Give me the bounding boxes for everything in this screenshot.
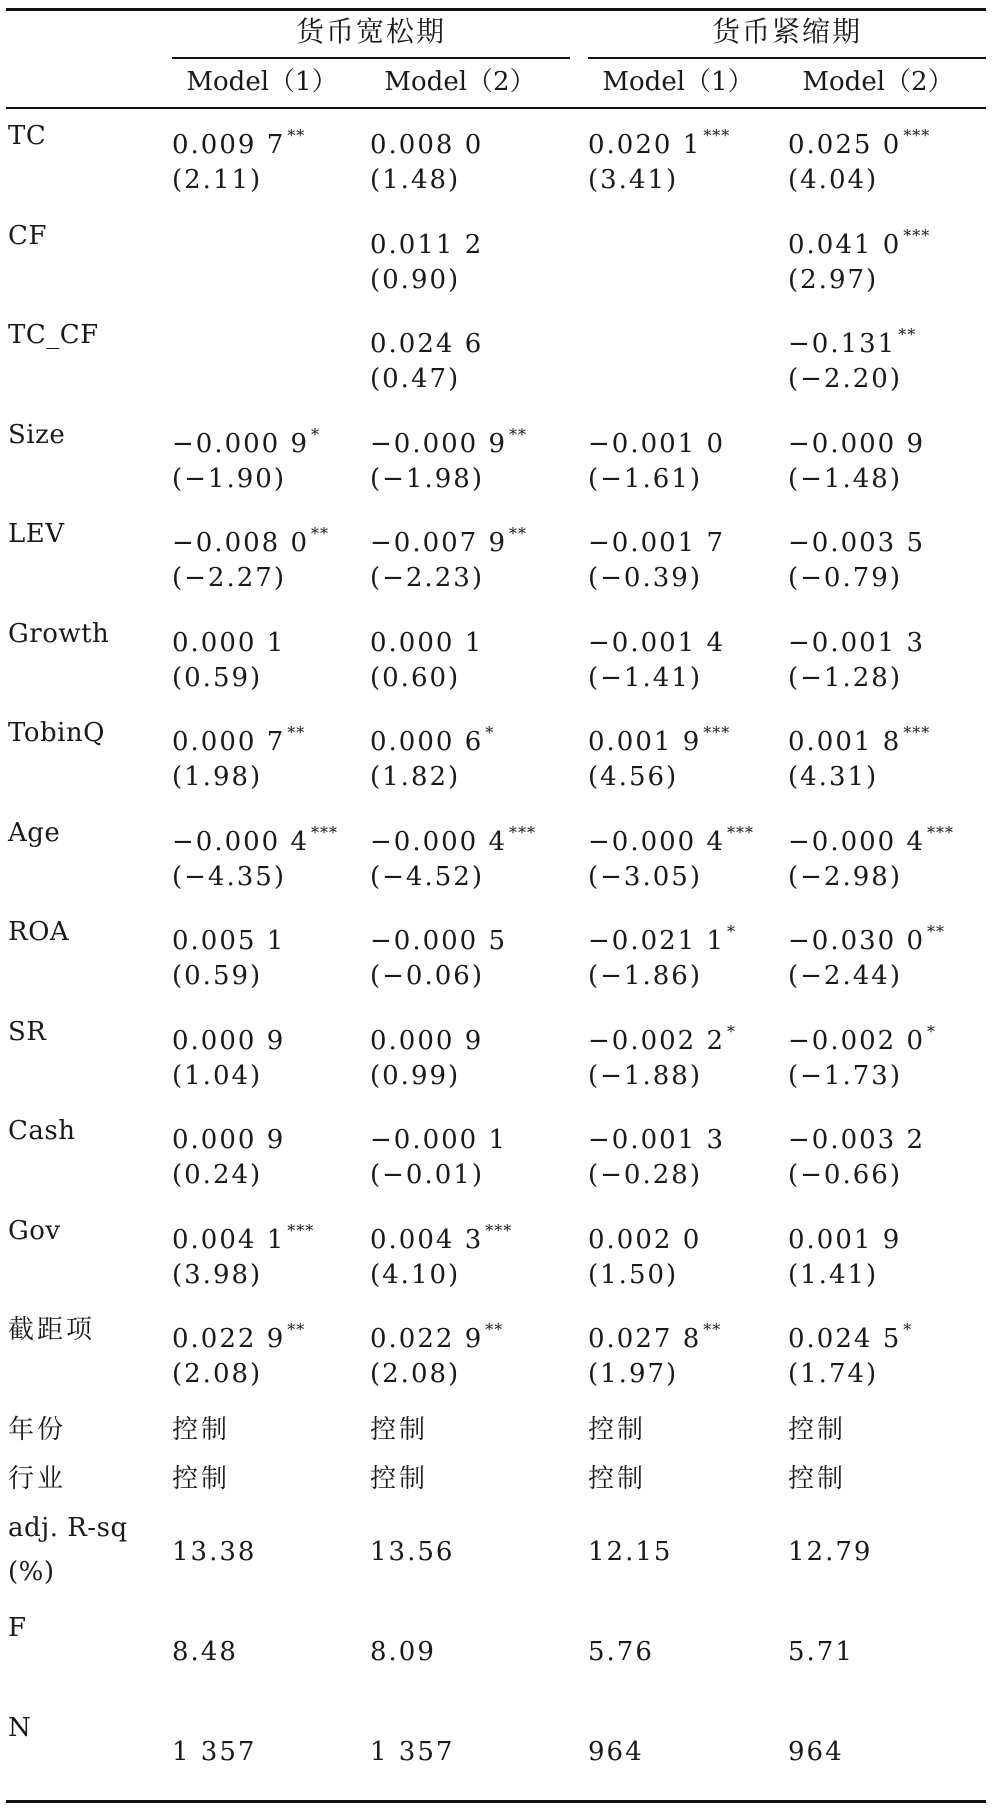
t-stat-cell: (−0.66) bbox=[788, 1160, 902, 1190]
table-row bbox=[0, 210, 992, 310]
coef-cell bbox=[370, 1012, 485, 1056]
coef-value: −0.000 1 bbox=[370, 1125, 508, 1155]
coef-value: −0.002 2 bbox=[588, 1025, 726, 1056]
coef-cell bbox=[788, 813, 955, 857]
stat-cell: 5.76 bbox=[588, 1636, 654, 1667]
coef-cell bbox=[788, 216, 931, 260]
coef-value: 0.000 1 bbox=[172, 627, 286, 658]
coef-value: 0.005 1 bbox=[172, 926, 286, 956]
coef-cell bbox=[172, 216, 174, 256]
stat-cell: 5.71 bbox=[788, 1636, 854, 1667]
significance-stars: * bbox=[727, 922, 737, 941]
coef-cell bbox=[788, 1111, 927, 1155]
t-stat-cell: (−0.06) bbox=[370, 961, 484, 991]
significance-stars: *** bbox=[903, 225, 931, 245]
coef-cell bbox=[588, 415, 727, 459]
t-stat-cell: (−1.90) bbox=[172, 463, 286, 494]
top-rule bbox=[6, 8, 986, 11]
coef-value: −0.001 4 bbox=[588, 627, 726, 658]
table-row bbox=[0, 1205, 992, 1305]
coef-value: −0.000 9 bbox=[370, 428, 508, 459]
t-stat-cell: (−2.98) bbox=[788, 861, 902, 892]
row-label: 年份 bbox=[8, 1414, 67, 1445]
row-label: ROA bbox=[8, 917, 70, 947]
coef-value: 0.022 9 bbox=[370, 1324, 484, 1354]
coef-cell bbox=[588, 1012, 737, 1056]
significance-stars: * bbox=[927, 1021, 937, 1041]
coef-cell bbox=[788, 1310, 913, 1354]
group-underline-tight bbox=[588, 57, 986, 59]
header-rule bbox=[6, 107, 986, 109]
coef-cell bbox=[788, 614, 927, 658]
control-cell: 控制 bbox=[788, 1463, 847, 1494]
coef-cell bbox=[172, 813, 339, 857]
control-cell: 控制 bbox=[588, 1463, 647, 1494]
row-label: TC_CF bbox=[8, 320, 99, 350]
coef-cell bbox=[370, 315, 485, 359]
coef-value: −0.002 0 bbox=[788, 1025, 926, 1056]
coef-cell bbox=[172, 415, 321, 459]
coef-value: 0.008 0 bbox=[370, 130, 484, 160]
coef-value: −0.021 1 bbox=[588, 926, 726, 956]
t-stat-cell: (1.97) bbox=[588, 1359, 679, 1389]
coef-cell bbox=[370, 1211, 513, 1255]
coef-value: −0.001 3 bbox=[588, 1125, 726, 1155]
t-stat-cell: (3.98) bbox=[172, 1259, 263, 1290]
group-underline-loose bbox=[172, 57, 570, 59]
coef-cell bbox=[370, 116, 485, 160]
coef-value: −0.000 4 bbox=[370, 826, 508, 857]
t-stat-cell: (−2.44) bbox=[788, 961, 902, 991]
coef-value: −0.000 9 bbox=[172, 428, 310, 459]
coef-cell bbox=[788, 116, 931, 160]
significance-stars: *** bbox=[903, 723, 931, 742]
table-row bbox=[0, 508, 992, 608]
coef-cell bbox=[172, 1211, 315, 1255]
coef-cell bbox=[172, 614, 287, 658]
t-stat-cell: (1.74) bbox=[788, 1359, 879, 1389]
stat-cell: 13.38 bbox=[172, 1536, 257, 1567]
coef-value: 0.022 9 bbox=[172, 1324, 286, 1354]
coef-value: 0.000 1 bbox=[370, 627, 484, 658]
t-stat-cell: (−1.61) bbox=[588, 463, 702, 494]
t-stat-cell: (2.11) bbox=[172, 165, 263, 195]
coef-value: −0.003 5 bbox=[788, 528, 926, 558]
coef-cell bbox=[588, 216, 590, 256]
significance-stars: ** bbox=[509, 424, 528, 444]
coef-value: 0.000 9 bbox=[370, 1025, 484, 1056]
t-stat-cell: (−2.27) bbox=[172, 563, 286, 593]
coef-value: 0.001 9 bbox=[588, 727, 702, 757]
control-row bbox=[0, 1404, 992, 1453]
coef-value: 0.004 1 bbox=[172, 1224, 286, 1255]
significance-stars: *** bbox=[703, 723, 731, 742]
coef-cell bbox=[788, 1012, 937, 1056]
t-stat-cell: (−2.23) bbox=[370, 563, 484, 593]
group-header-tight: 货币紧缩期 bbox=[711, 15, 862, 48]
t-stat-cell: (0.60) bbox=[370, 662, 461, 693]
coef-value: −0.007 9 bbox=[370, 528, 508, 558]
significance-stars: *** bbox=[703, 126, 731, 145]
coef-value: −0.000 4 bbox=[172, 826, 310, 857]
row-label: LEV bbox=[8, 519, 65, 549]
significance-stars: * bbox=[903, 1320, 913, 1339]
model-header-loose-1: Model（1） bbox=[186, 67, 338, 97]
table-row bbox=[0, 1105, 992, 1205]
coef-value: 0.000 7 bbox=[172, 727, 286, 757]
model-header-tight-1: Model（1） bbox=[602, 67, 754, 97]
t-stat-cell: (−0.79) bbox=[788, 563, 902, 593]
coef-cell bbox=[788, 713, 931, 757]
t-stat-cell: (−1.88) bbox=[588, 1060, 702, 1091]
t-stat-cell: (−2.20) bbox=[788, 364, 902, 394]
stat-cell: 964 bbox=[788, 1736, 844, 1767]
control-cell: 控制 bbox=[588, 1414, 647, 1445]
significance-stars: ** bbox=[287, 126, 306, 145]
t-stat-cell: (1.41) bbox=[788, 1259, 879, 1290]
coef-value: 0.041 0 bbox=[788, 229, 902, 260]
row-label: Gov bbox=[8, 1215, 61, 1246]
table-row bbox=[0, 309, 992, 409]
t-stat-cell: (−1.48) bbox=[788, 463, 902, 494]
coef-value: −0.000 5 bbox=[370, 926, 508, 956]
significance-stars: ** bbox=[898, 325, 917, 344]
coef-cell bbox=[788, 415, 927, 459]
t-stat-cell: (−0.01) bbox=[370, 1160, 484, 1190]
row-label-cont: (%) bbox=[8, 1556, 55, 1587]
significance-stars: *** bbox=[727, 822, 755, 842]
coef-cell bbox=[370, 614, 485, 658]
t-stat-cell: (−0.39) bbox=[588, 563, 702, 593]
coef-value: −0.008 0 bbox=[172, 528, 310, 558]
coef-cell bbox=[370, 415, 528, 459]
coef-cell bbox=[788, 912, 946, 956]
stat-row bbox=[0, 1602, 992, 1702]
table-row bbox=[0, 707, 992, 807]
coef-value: −0.000 4 bbox=[588, 826, 726, 857]
t-stat-cell: (−3.05) bbox=[588, 861, 702, 892]
model-header-tight-2: Model（2） bbox=[802, 67, 954, 97]
significance-stars: *** bbox=[509, 822, 537, 842]
coef-value: 0.001 9 bbox=[788, 1224, 902, 1255]
row-label: 行业 bbox=[8, 1463, 67, 1494]
stat-cell: 12.79 bbox=[788, 1536, 873, 1567]
t-stat-cell: (4.31) bbox=[788, 762, 879, 792]
coef-cell bbox=[370, 713, 495, 757]
table-body bbox=[0, 110, 992, 1802]
t-stat-cell: (1.50) bbox=[588, 1259, 679, 1290]
significance-stars: ** bbox=[927, 922, 946, 941]
coef-cell bbox=[588, 713, 731, 757]
t-stat-cell: (2.97) bbox=[788, 264, 879, 295]
t-stat-cell: (0.99) bbox=[370, 1060, 461, 1091]
coef-cell bbox=[588, 116, 731, 160]
row-label: Cash bbox=[8, 1116, 76, 1146]
coef-value: 0.011 2 bbox=[370, 229, 484, 260]
table-row bbox=[0, 409, 992, 509]
stat-cell: 12.15 bbox=[588, 1536, 673, 1567]
coef-cell bbox=[172, 912, 287, 956]
t-stat-cell: (2.08) bbox=[172, 1359, 263, 1389]
coef-cell bbox=[588, 1211, 703, 1255]
stat-cell: 964 bbox=[588, 1736, 644, 1767]
coef-value: −0.030 0 bbox=[788, 926, 926, 956]
coef-value: 0.000 9 bbox=[172, 1125, 286, 1155]
coef-value: −0.001 7 bbox=[588, 528, 726, 558]
coef-value: −0.131 bbox=[788, 329, 897, 359]
coef-value: 0.027 8 bbox=[588, 1324, 702, 1354]
table-row bbox=[0, 807, 992, 907]
model-header-loose-2: Model（2） bbox=[384, 67, 536, 97]
coef-cell bbox=[588, 813, 755, 857]
t-stat-cell: (4.56) bbox=[588, 762, 679, 792]
significance-stars: ** bbox=[311, 524, 330, 543]
coef-value: 0.024 5 bbox=[788, 1324, 902, 1354]
coef-cell bbox=[370, 813, 537, 857]
row-label: adj. R-sq bbox=[8, 1512, 128, 1543]
coef-value: −0.000 9 bbox=[788, 428, 926, 459]
t-stat-cell: (4.10) bbox=[370, 1259, 461, 1290]
t-stat-cell: (0.24) bbox=[172, 1160, 263, 1190]
significance-stars: * bbox=[311, 424, 321, 444]
t-stat-cell: (−0.28) bbox=[588, 1160, 702, 1190]
coef-cell bbox=[370, 1111, 509, 1155]
t-stat-cell: (1.48) bbox=[370, 165, 461, 195]
t-stat-cell: (−1.86) bbox=[588, 961, 702, 991]
stat-cell: 1 357 bbox=[172, 1736, 257, 1767]
coef-value: 0.004 3 bbox=[370, 1224, 484, 1255]
row-label: F bbox=[8, 1612, 27, 1643]
t-stat-cell: (−1.73) bbox=[788, 1060, 902, 1091]
significance-stars: ** bbox=[485, 1320, 504, 1339]
coef-cell bbox=[370, 514, 528, 558]
significance-stars: ** bbox=[509, 524, 528, 543]
t-stat-cell: (4.04) bbox=[788, 165, 879, 195]
significance-stars: * bbox=[485, 723, 495, 742]
coef-cell bbox=[588, 614, 727, 658]
coef-cell bbox=[172, 514, 330, 558]
significance-stars: *** bbox=[287, 1220, 315, 1240]
control-row bbox=[0, 1453, 992, 1502]
coef-cell bbox=[172, 315, 174, 355]
stat-cell: 13.56 bbox=[370, 1536, 455, 1567]
significance-stars: ** bbox=[703, 1320, 722, 1339]
coef-value: −0.001 0 bbox=[588, 428, 726, 459]
stat-row bbox=[0, 1502, 992, 1602]
control-cell: 控制 bbox=[370, 1463, 429, 1494]
row-label: N bbox=[8, 1712, 32, 1743]
t-stat-cell: (0.59) bbox=[172, 662, 263, 693]
coef-cell bbox=[370, 912, 509, 956]
coef-cell bbox=[588, 1310, 722, 1354]
significance-stars: *** bbox=[311, 822, 339, 842]
control-cell: 控制 bbox=[788, 1414, 847, 1445]
group-header-loose: 货币宽松期 bbox=[295, 15, 446, 48]
control-cell: 控制 bbox=[172, 1414, 231, 1445]
coef-cell bbox=[788, 1211, 903, 1255]
significance-stars: * bbox=[727, 1021, 737, 1041]
t-stat-cell: (−1.41) bbox=[588, 662, 702, 693]
significance-stars: ** bbox=[287, 1320, 306, 1339]
row-label: Age bbox=[8, 817, 61, 848]
coef-value: 0.000 9 bbox=[172, 1025, 286, 1056]
t-stat-cell: (3.41) bbox=[588, 165, 679, 195]
coef-value: 0.001 8 bbox=[788, 727, 902, 757]
coef-value: 0.002 0 bbox=[588, 1224, 702, 1255]
table-row bbox=[0, 1304, 992, 1404]
significance-stars: ** bbox=[287, 723, 306, 742]
bottom-rule bbox=[6, 1800, 986, 1803]
coef-value: 0.025 0 bbox=[788, 130, 902, 160]
t-stat-cell: (1.98) bbox=[172, 762, 263, 792]
coef-cell bbox=[370, 1310, 504, 1354]
t-stat-cell: (−4.35) bbox=[172, 861, 286, 892]
control-cell: 控制 bbox=[172, 1463, 231, 1494]
row-label: Growth bbox=[8, 618, 110, 649]
coef-value: −0.001 3 bbox=[788, 627, 926, 658]
coef-cell bbox=[788, 514, 927, 558]
t-stat-cell: (2.08) bbox=[370, 1359, 461, 1389]
t-stat-cell: (0.90) bbox=[370, 264, 461, 295]
coef-cell bbox=[588, 1111, 727, 1155]
coef-cell bbox=[588, 514, 727, 558]
row-label: Size bbox=[8, 419, 66, 450]
table-row bbox=[0, 906, 992, 1006]
coef-cell bbox=[172, 713, 306, 757]
row-label: SR bbox=[8, 1016, 47, 1047]
t-stat-cell: (1.82) bbox=[370, 762, 461, 792]
t-stat-cell: (0.59) bbox=[172, 961, 263, 991]
coef-value: −0.000 4 bbox=[788, 826, 926, 857]
coef-cell bbox=[172, 1012, 287, 1056]
t-stat-cell: (−4.52) bbox=[370, 861, 484, 892]
row-label: TobinQ bbox=[8, 718, 105, 748]
row-label: CF bbox=[8, 220, 47, 251]
coef-cell bbox=[588, 315, 590, 355]
coef-cell bbox=[172, 1310, 306, 1354]
stat-cell: 1 357 bbox=[370, 1736, 455, 1767]
table-row bbox=[0, 608, 992, 708]
t-stat-cell: (0.47) bbox=[370, 364, 461, 394]
stat-cell: 8.48 bbox=[172, 1636, 238, 1667]
stat-cell: 8.09 bbox=[370, 1636, 436, 1667]
stat-row bbox=[0, 1702, 992, 1802]
row-label: TC bbox=[8, 121, 47, 151]
coef-value: 0.024 6 bbox=[370, 329, 484, 359]
table-row bbox=[0, 110, 992, 210]
coef-value: −0.003 2 bbox=[788, 1125, 926, 1155]
coef-cell bbox=[588, 912, 737, 956]
coef-cell bbox=[172, 116, 306, 160]
significance-stars: *** bbox=[903, 126, 931, 145]
t-stat-cell: (−1.28) bbox=[788, 662, 902, 693]
significance-stars: *** bbox=[485, 1220, 513, 1240]
significance-stars: *** bbox=[927, 822, 955, 842]
table-row bbox=[0, 1006, 992, 1106]
control-cell: 控制 bbox=[370, 1414, 429, 1445]
t-stat-cell: (−1.98) bbox=[370, 463, 484, 494]
t-stat-cell: (1.04) bbox=[172, 1060, 263, 1091]
row-label: 截距项 bbox=[8, 1315, 96, 1345]
coef-value: 0.020 1 bbox=[588, 130, 702, 160]
coef-cell bbox=[172, 1111, 287, 1155]
coef-value: 0.009 7 bbox=[172, 130, 286, 160]
coef-cell bbox=[370, 216, 485, 260]
coef-cell bbox=[788, 315, 917, 359]
coef-value: 0.000 6 bbox=[370, 727, 484, 757]
